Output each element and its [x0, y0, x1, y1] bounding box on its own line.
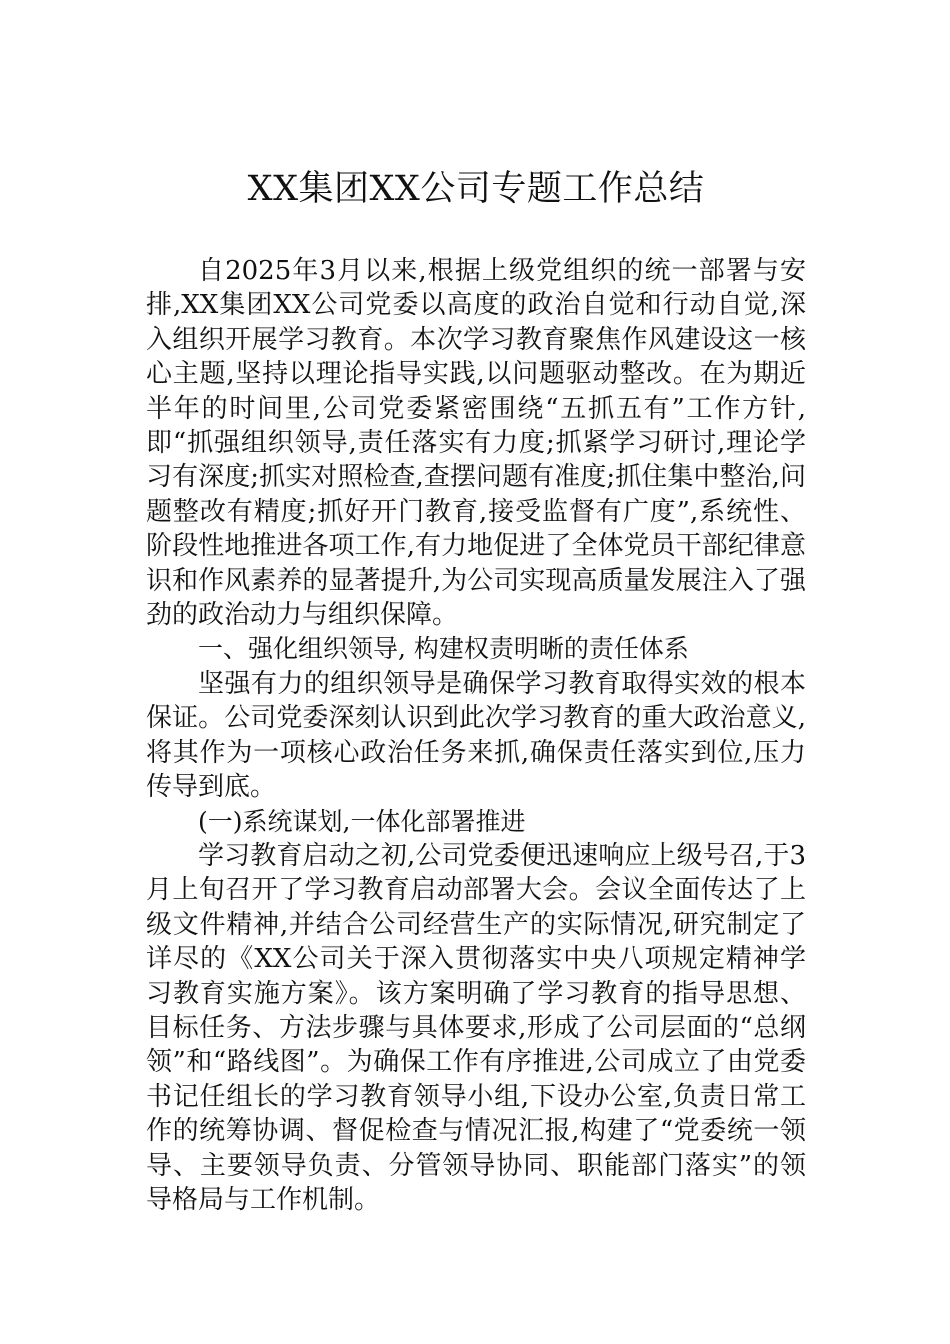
intro-paragraph: 自2025年3月以来,根据上级党组织的统一部署与安排,XX集团XX公司党委以高度的政治自觉和行动自觉,深入组织开展学习教育。本次学习教育聚焦作风建设这一核心主题,坚持以理论指导实践,以问题驱动整改。在为期近半年的时间里,公司党委紧密围绕“五抓五有”工作方针,即“抓强组织领导,责任落实有力度;抓紧学习研讨,理论学习有深度;抓实对照检查,查摆问题有准度;抓住集中整治,问题整改有精度;抓好开门教育,接受监督有广度”,系统性、阶段性地推进各项工作,有力地促进了全体党员干部纪律意识和作风素养的显著提升,为公司实现高质量发展注入了强劲的政治动力与组织保障。: [146, 256, 806, 631]
section-1-paragraph: 坚强有力的组织领导是确保学习教育取得实效的根本保证。公司党委深刻认识到此次学习教育的重大政治意义,将其作为一项核心政治任务来抓,确保责任落实到位,压力传导到底。: [146, 668, 806, 803]
document-title: XX集团XX公司专题工作总结: [247, 169, 705, 209]
subsection-heading-1: (一)系统谋划,一体化部署推进: [198, 806, 526, 836]
subsection-1-paragraph: 学习教育启动之初,公司党委便迅速响应上级号召,于3月上旬召开了学习教育启动部署大会。会议全面传达了上级文件精神,并结合公司经营生产的实际情况,研究制定了详尽的《XX公司关于深入贯彻落实中央八项规定精神学习教育实施方案》。该方案明确了学习教育的指导思想、目标任务、方法步骤与具体要求,形成了公司层面的“总纲领”和“路线图”。为确保工作有序推进,公司成立了由党委书记任组长的学习教育领导小组,下设办公室,负责日常工作的统筹协调、督促检查与情况汇报,构建了“党委统一领导、主要领导负责、分管领导协同、职能部门落实”的领导格局与工作机制。: [146, 840, 806, 1215]
document-page: [146, 0, 806, 1344]
document-body: [146, 254, 806, 1217]
section-heading-1: 一、强化组织领导, 构建权责明晰的责任体系: [198, 634, 689, 664]
